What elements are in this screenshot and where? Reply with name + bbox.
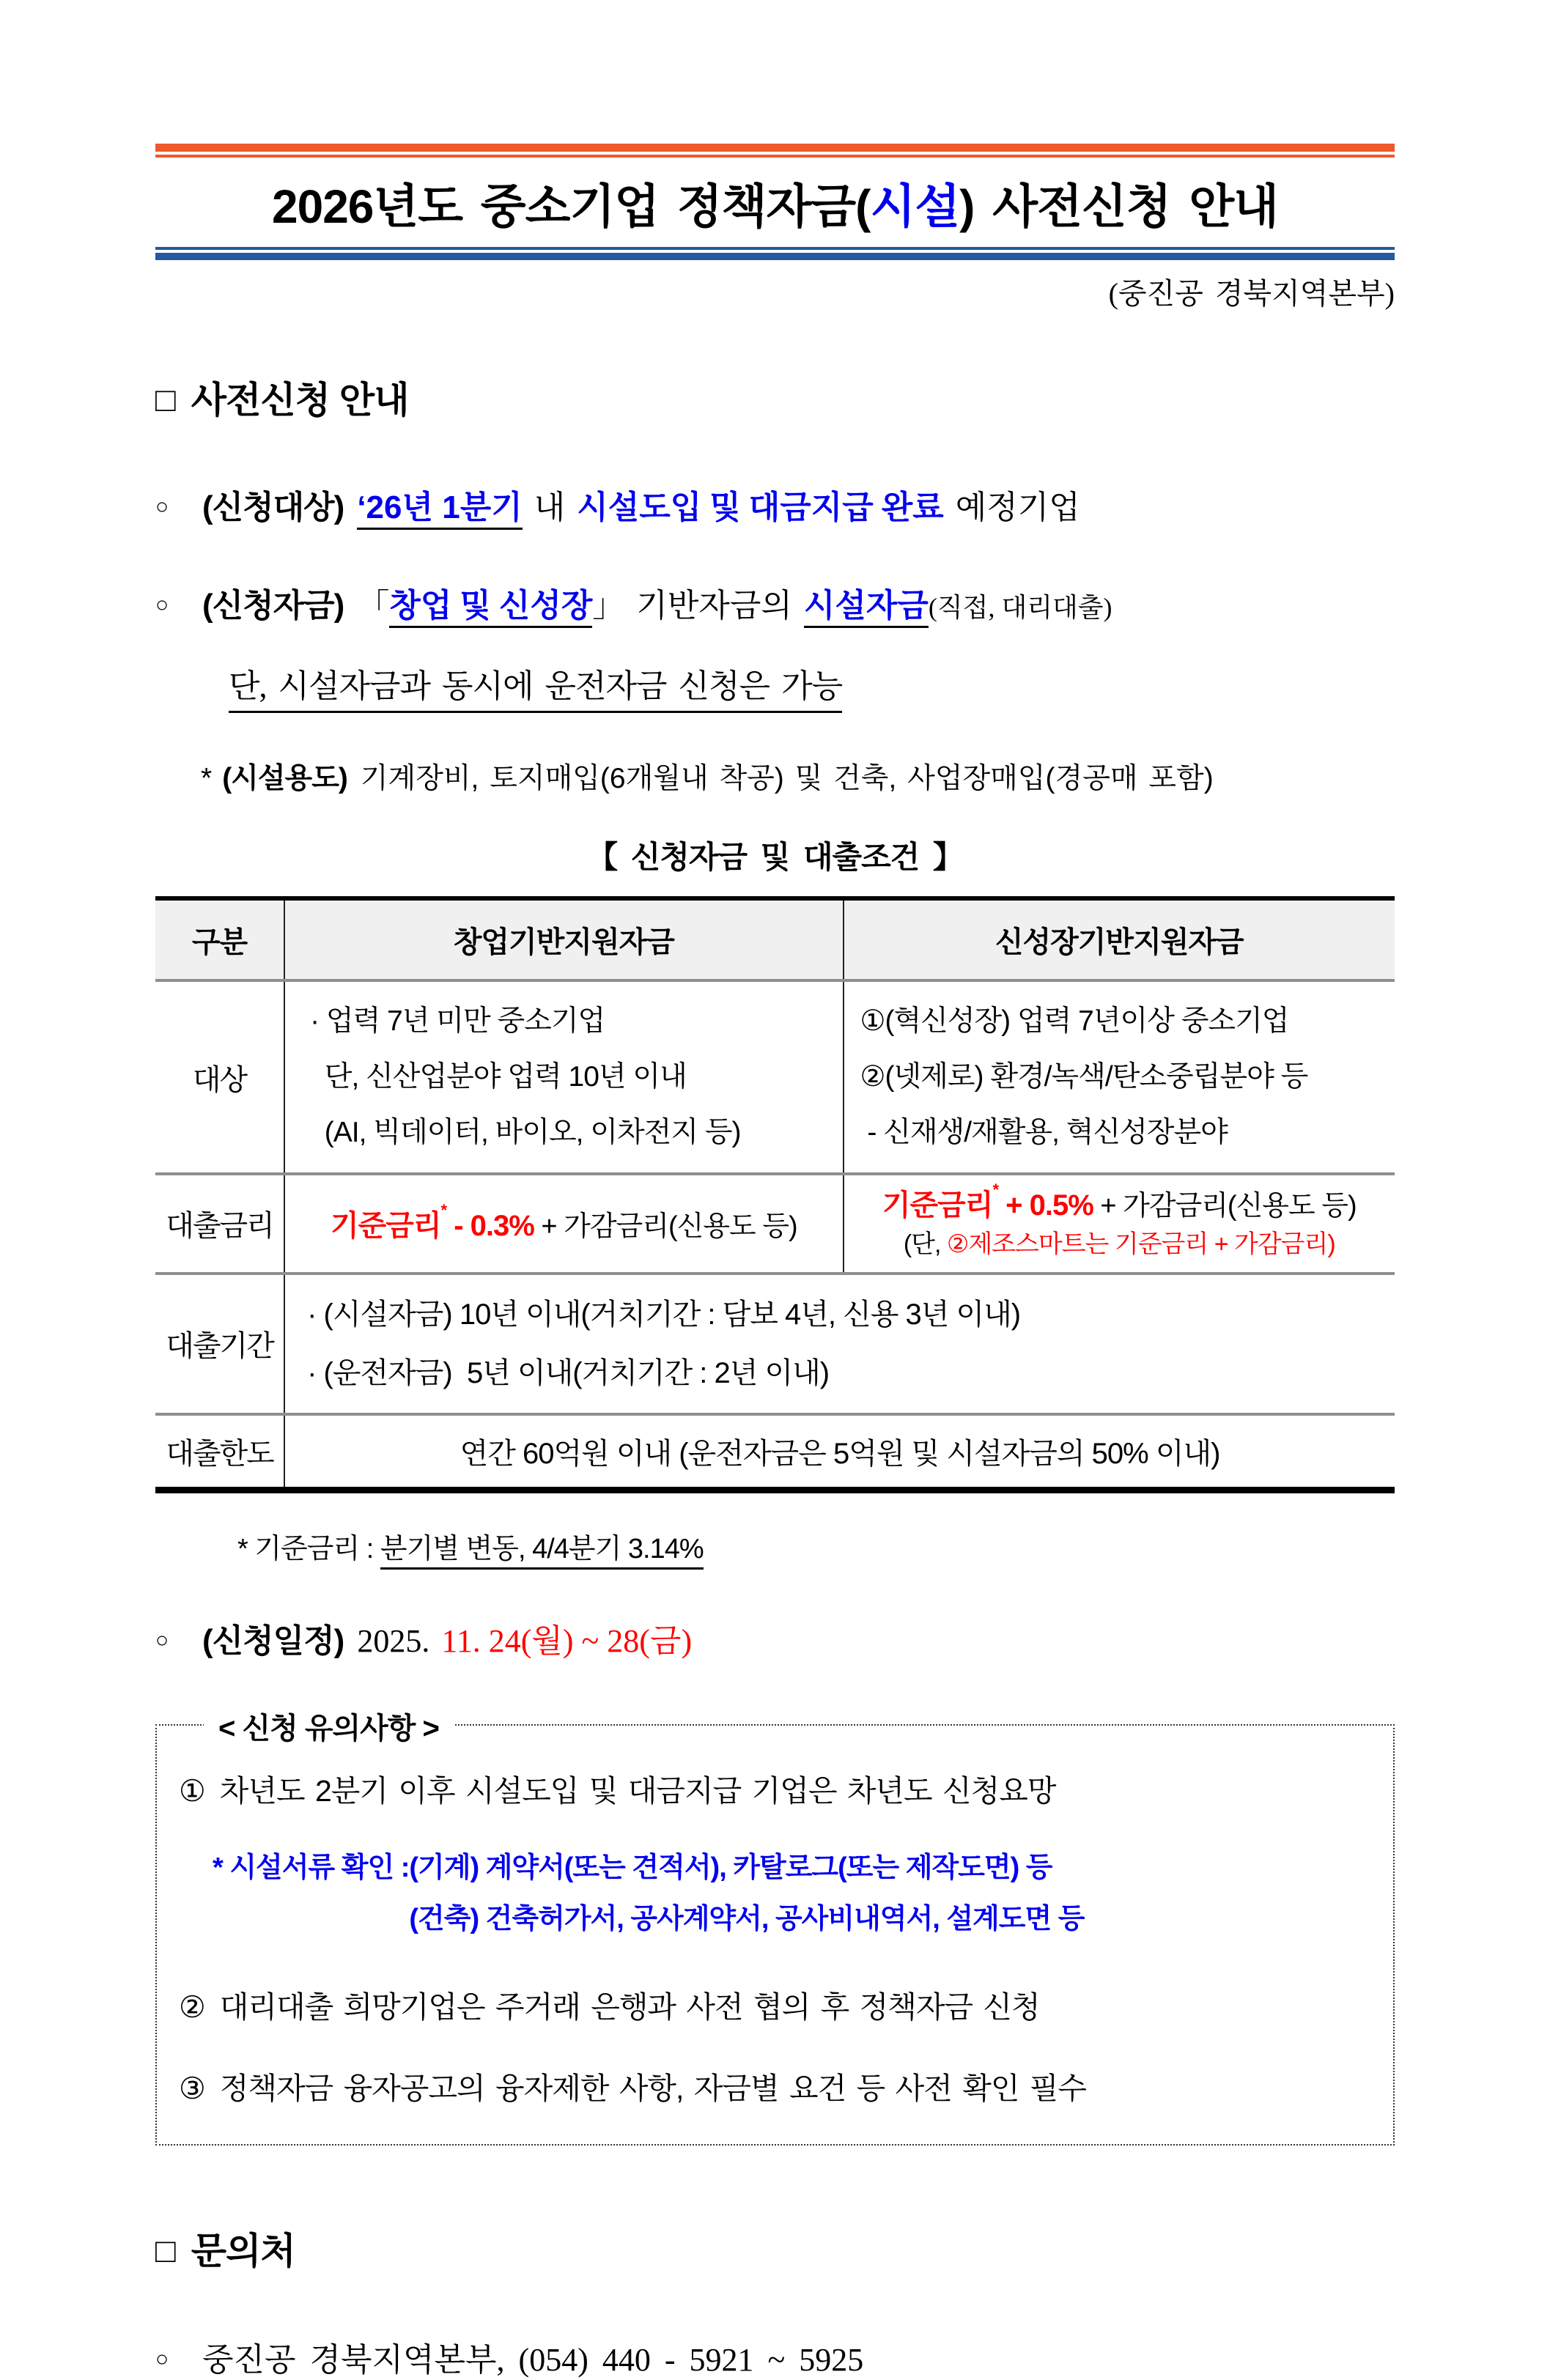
table-footnote [237, 1526, 1395, 1566]
accent-rule-blue-thick [155, 253, 1395, 260]
rate-right-note [847, 1227, 1392, 1263]
usage-label: (시설용도) [222, 763, 347, 794]
col-header-newgrowth-fund: 신성장기반지원자금 [844, 898, 1395, 980]
notice-box-title: < 신청 유의사항 > [204, 1705, 454, 1747]
title-band [155, 144, 1395, 260]
circle-bullet-icon: ○ [155, 1627, 169, 1652]
contact-text: 중진공 경북지역본부, (054) 440 - 5921 ~ 5925 [202, 2342, 864, 2379]
row-label-target: 대상 [155, 980, 284, 1174]
fund-note: 단, 시설자금과 동시에 운전자금 신청은 가능 [229, 659, 842, 713]
schedule-line [155, 1614, 1395, 1661]
circled-3-icon: ③ [179, 2072, 205, 2106]
square-bullet-icon: □ [155, 380, 175, 418]
target-right-cell [844, 980, 1395, 1174]
circle-bullet-icon: ○ [155, 2347, 169, 2372]
notice-item-2-text: 대리대출 희망기업은 주거래 은행과 사전 협의 후 정책자금 신청 [219, 1990, 1040, 2025]
cell-line: · (시설자금) 10년 이내(거치기간 : 담보 4년, 신용 3년 이내) [307, 1298, 1021, 1331]
fund-mid: 기반자금의 [636, 588, 792, 624]
notice-item-1 [179, 1767, 1367, 1810]
docs-line-2: (건축) 건축허가서, 공사계약서, 공사비내역서, 설계도면 등 [409, 1903, 1085, 1934]
square-bullet-icon: □ [155, 2231, 175, 2270]
document-page [0, 144, 1550, 2379]
target-blue-bold: 시설도입 및 대금지급 완료 [577, 489, 944, 525]
rate-left-red [330, 1200, 534, 1243]
cell-line: · (운전자금) 5년 이내(거치기간 : 2년 이내) [307, 1356, 830, 1389]
table-row-limit [155, 1414, 1395, 1490]
target-mid: 내 [534, 489, 566, 525]
section-heading-guide-label: 사전신청 안내 [191, 380, 409, 421]
target-left-cell [284, 980, 843, 1174]
cell-line: ①(혁신성장) 업력 7년이상 중소기업 [860, 1005, 1289, 1037]
row-label-rate: 대출금리 [155, 1174, 284, 1273]
cell-line: (AI, 빅데이터, 바이오, 이차전지 등) [310, 1117, 741, 1149]
col-header-startup-fund: 창업기반지원자금 [284, 898, 843, 980]
section-heading-contact-label: 문의처 [191, 2231, 295, 2272]
fund-paren: (직접, 대리대출) [928, 593, 1112, 622]
table-header-row [155, 898, 1395, 980]
circle-bullet-icon: ○ [155, 593, 169, 617]
accent-rule-orange-thick [155, 144, 1395, 152]
footnote-underline: 분기별 변동, 4/4분기 3.14% [380, 1534, 704, 1570]
usage-line [201, 755, 1395, 797]
notice-item-2 [179, 1983, 1367, 2026]
rate-right-red [882, 1180, 1093, 1222]
docs-spacer [213, 1893, 409, 1945]
notice-docs [213, 1842, 1367, 1945]
fund-blue2: 시설자금 [804, 588, 929, 628]
footnote-prefix: * 기준금리 : [237, 1533, 380, 1564]
docs-line-1: (기계) 계약서(또는 견적서), 카탈로그(또는 제작도면) 등 [409, 1852, 1052, 1883]
rate-right-line1 [847, 1180, 1392, 1227]
schedule-date: 11. 24(월) ~ 28(금) [441, 1622, 693, 1659]
notice-item-1-text: 차년도 2분기 이후 시설도입 및 대금지급 기업은 차년도 신청요망 [219, 1773, 1056, 1808]
rate-right-cell [844, 1174, 1395, 1273]
rate-right-delta: + 0.5% [998, 1189, 1093, 1222]
target-label: (신청대상) [202, 489, 344, 525]
fund-bracket-close: 」 [592, 588, 625, 624]
fund-text [202, 579, 1112, 626]
rate-left-rest: + 가감금리(신용도 등) [534, 1211, 797, 1243]
cell-line: 단, 신산업분야 업력 10년 이내 [310, 1061, 687, 1093]
cell-line: ②(넷제로) 환경/녹색/탄소중립분야 등 [860, 1061, 1308, 1093]
table-row-rate [155, 1174, 1395, 1273]
fund-line [155, 579, 1395, 626]
page-content [0, 144, 1550, 2380]
target-right-lines [844, 982, 1395, 1172]
row-label-term: 대출기간 [155, 1274, 284, 1414]
rate-left-cell [284, 1174, 843, 1273]
section-heading-guide [155, 371, 1395, 424]
rate-star: * [992, 1180, 999, 1199]
fund-blue1: 창업 및 신성장 [389, 588, 592, 628]
page-title [155, 158, 1395, 247]
table-caption: 【 신청자금 및 대출조건 】 [587, 840, 963, 874]
cell-line: · 업력 7년 미만 중소기업 [310, 1005, 605, 1037]
col-header-gubun: 구분 [155, 898, 284, 980]
title-pre: 2026년도 중소기업 정책자금( [272, 180, 871, 233]
rate-right-rest: + 가감금리(신용도 등) [1093, 1191, 1357, 1222]
circled-1-icon: ① [179, 1773, 205, 1808]
target-quarter: ‘26년 1분기 [357, 489, 522, 530]
table-row-term [155, 1274, 1395, 1414]
target-left-lines [285, 982, 842, 1172]
schedule-label: (신청일정) [202, 1622, 344, 1659]
notice-item-3 [179, 2064, 1367, 2107]
notice-box [155, 1712, 1395, 2146]
table-row-target [155, 980, 1395, 1174]
title-highlight: 시설 [870, 180, 960, 233]
accent-rule-blue-thin [155, 247, 1395, 250]
cell-line: - 신재생/재활용, 혁신성장분야 [860, 1117, 1228, 1149]
loan-conditions-table [155, 896, 1395, 1493]
org-line: (중진공 경북지역본부) [1108, 277, 1395, 310]
fund-label: (신청자금) [202, 588, 344, 624]
fund-bracket-open: 「 [357, 588, 390, 624]
circle-bullet-icon: ○ [155, 495, 169, 519]
notice-item-3-text: 정책자금 융자공고의 융자제한 사항, 자금별 요건 등 사전 확인 필수 [219, 2072, 1087, 2106]
schedule-year: 2025. [357, 1622, 430, 1659]
rate-left-base: 기준금리 [330, 1210, 441, 1243]
asterisk: * [201, 763, 213, 794]
rate-right-base: 기준금리 [882, 1189, 993, 1222]
row-label-limit: 대출한도 [166, 1437, 273, 1470]
target-text [202, 481, 1080, 528]
rate-left-delta: - 0.3% [446, 1210, 534, 1243]
target-tail: 예정기업 [955, 489, 1080, 525]
term-cell [284, 1274, 1395, 1414]
rate-star: * [440, 1200, 447, 1219]
fund-note-wrap [155, 626, 1395, 713]
docs-label: * 시설서류 확인 : [213, 1852, 410, 1883]
term-lines [285, 1275, 1395, 1413]
usage-text: 기계장비, 토지매입(6개월내 착공) 및 건축, 사업장매입(경공매 포함) [360, 763, 1214, 794]
contact-line [155, 2333, 1395, 2380]
rate-note-red: ②제조스마트는 기준금리 + 가감금리) [946, 1230, 1335, 1259]
limit-cell: 연간 60억원 이내 (운전자금은 5억원 및 시설자금의 50% 이내) [284, 1414, 1395, 1490]
rate-note-black: (단, [903, 1230, 947, 1259]
section-heading-contact [155, 2222, 1395, 2274]
target-line [155, 481, 1395, 528]
circled-2-icon: ② [179, 1990, 205, 2025]
title-post: ) 사전신청 안내 [959, 180, 1278, 233]
schedule-text [202, 1614, 692, 1661]
